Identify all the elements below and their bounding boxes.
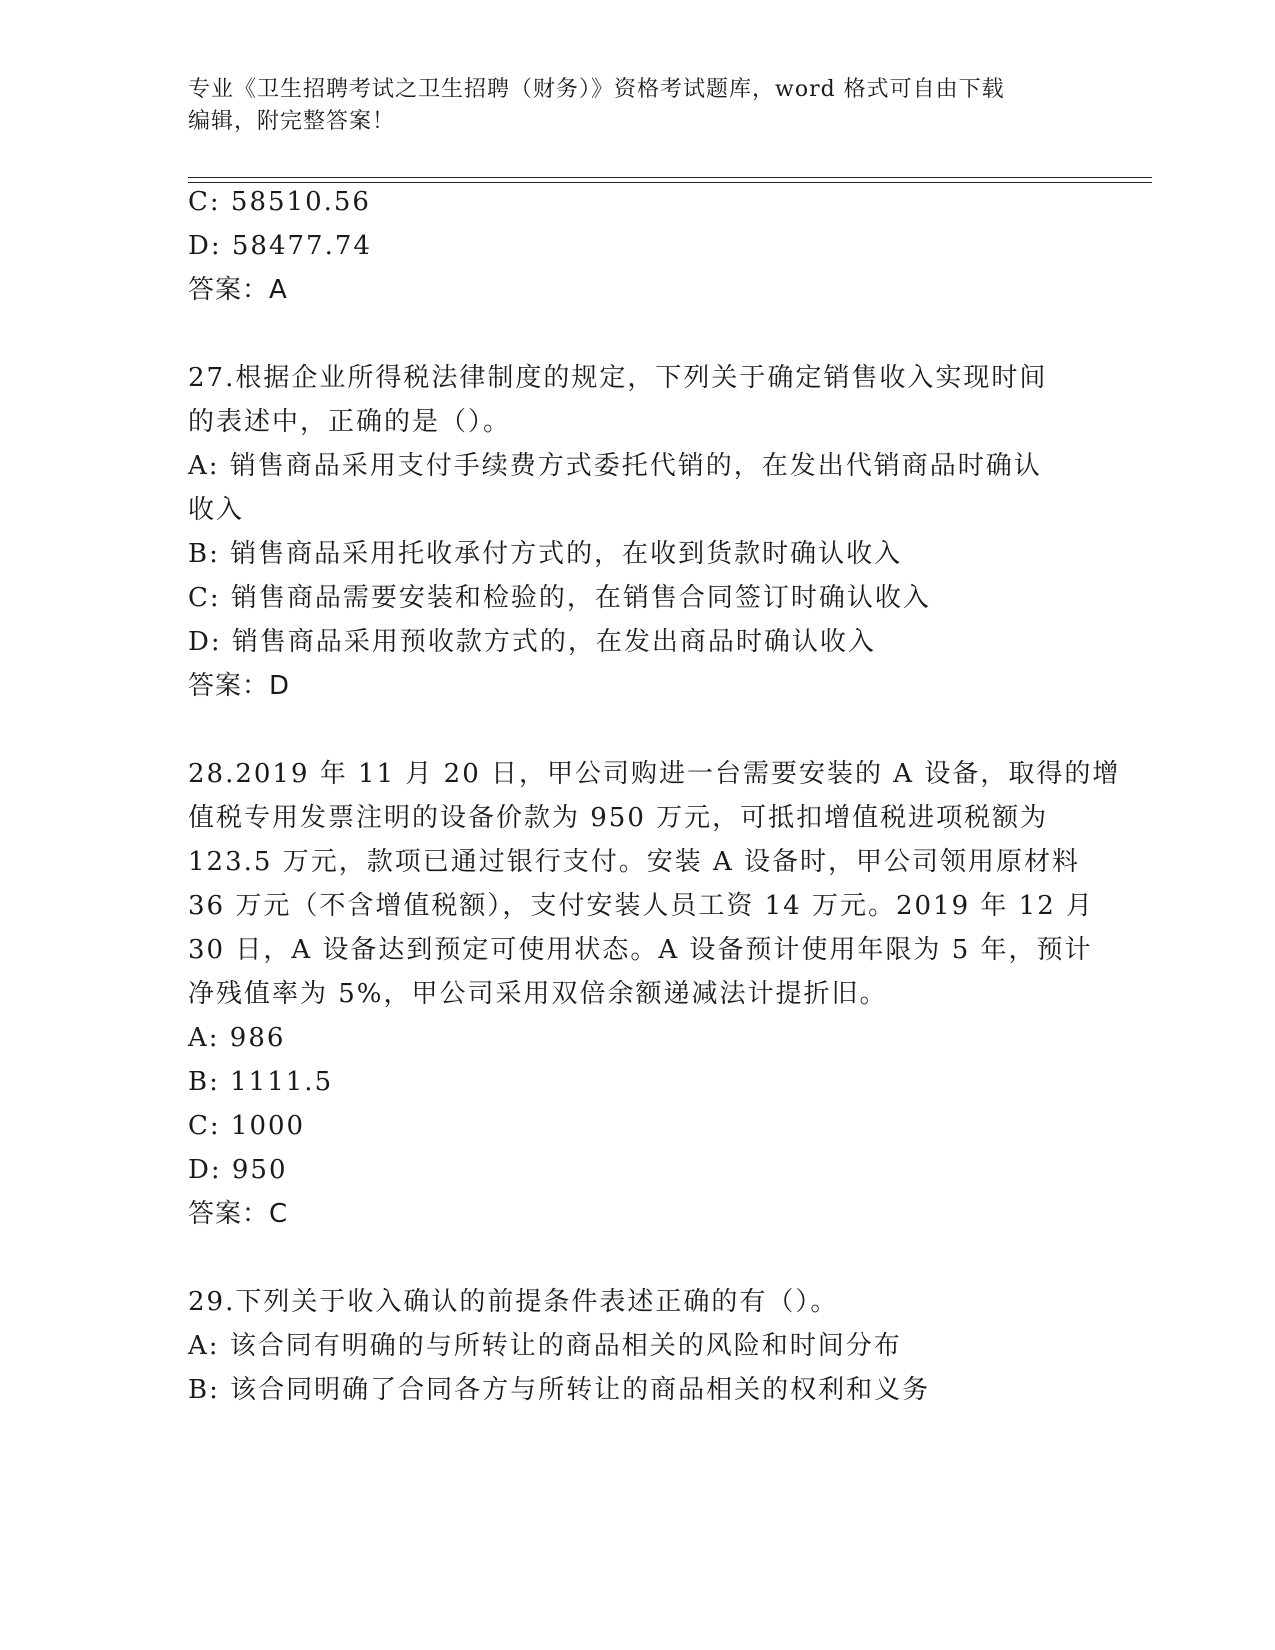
question-stem: 30 日，A 设备达到预定可使用状态。A 设备预计使用年限为 5 年，预计 bbox=[188, 935, 1093, 965]
question-stem: 值税专用发票注明的设备价款为 950 万元，可抵扣增值税进项税额为 bbox=[188, 803, 1049, 833]
option-c: C: 1000 bbox=[188, 1111, 306, 1141]
option-b: B: 销售商品采用托收承付方式的，在收到货款时确认收入 bbox=[188, 539, 903, 569]
option-d: D: 58477.74 bbox=[188, 231, 372, 261]
question-stem: 29.下列关于收入确认的前提条件表述正确的有（）。 bbox=[188, 1287, 839, 1317]
header-divider bbox=[188, 182, 1152, 183]
answer-line: 答案：D bbox=[188, 671, 291, 701]
option-c: C: 销售商品需要安装和检验的，在销售合同签订时确认收入 bbox=[188, 583, 931, 613]
question-stem: 36 万元（不含增值税额），支付安装人员工资 14 万元。2019 年 12 月 bbox=[188, 891, 1095, 921]
answer-line: 答案：C bbox=[188, 1199, 289, 1229]
answer-line: 答案：A bbox=[188, 275, 288, 305]
question-stem: 的表述中，正确的是（）。 bbox=[188, 407, 512, 437]
option-d: D: 950 bbox=[188, 1155, 288, 1185]
question-stem: 27.根据企业所得税法律制度的规定，下列关于确定销售收入实现时间 bbox=[188, 363, 1048, 393]
header-divider bbox=[188, 177, 1152, 178]
header-line: 编辑，附完整答案！ bbox=[188, 109, 396, 134]
question-stem: 123.5 万元，款项已通过银行支付。安装 A 设备时，甲公司领用原材料 bbox=[188, 847, 1081, 877]
option-a-continued: 收入 bbox=[188, 495, 245, 525]
option-b: B: 1111.5 bbox=[188, 1067, 334, 1097]
option-a: A: 该合同有明确的与所转让的商品相关的风险和时间分布 bbox=[188, 1331, 902, 1361]
question-stem: 净残值率为 5%，甲公司采用双倍余额递减法计提折旧。 bbox=[188, 979, 888, 1009]
option-b: B: 该合同明确了合同各方与所转让的商品相关的权利和义务 bbox=[188, 1375, 931, 1405]
option-c: C: 58510.56 bbox=[188, 187, 371, 217]
page-header bbox=[188, 74, 1088, 138]
option-a: A: 986 bbox=[188, 1023, 286, 1053]
option-d: D: 销售商品采用预收款方式的，在发出商品时确认收入 bbox=[188, 627, 876, 657]
question-stem: 28.2019 年 11 月 20 日，甲公司购进一台需要安装的 A 设备，取得的增 bbox=[188, 759, 1121, 789]
header-line: 专业《卫生招聘考试之卫生招聘（财务）》资格考试题库，word 格式可自由下载 bbox=[188, 77, 1005, 102]
option-a: A: 销售商品采用支付手续费方式委托代销的，在发出代销商品时确认 bbox=[188, 451, 1042, 481]
